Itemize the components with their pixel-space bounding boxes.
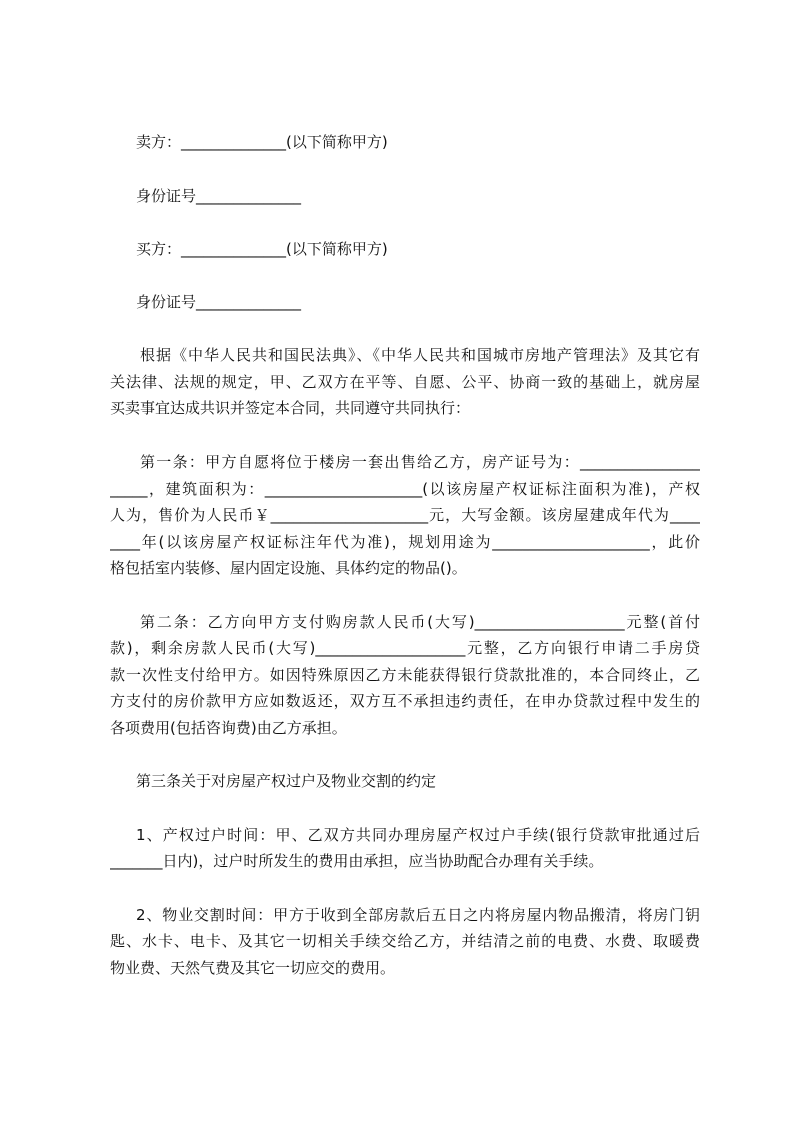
article1-line-3: 人为，售价为人民币￥_____________________元，大写金额。该房屋建成年代为____ xyxy=(110,506,700,524)
article2-line-3: 款一次性支付给甲方。如因特殊原因乙方未能获得银行贷款批准的，本合同终止，乙 xyxy=(110,666,700,684)
clause1-line-1: 1、产权过户时间：甲、乙双方共同办理房屋产权过户手续(银行贷款审批通过后 xyxy=(136,826,700,844)
buyer-line: 买方：______________(以下简称甲方) xyxy=(136,240,388,258)
seller-id-line: 身份证号______________ xyxy=(136,187,302,205)
article1-line-4: ____年(以该房屋产权证标注年代为准)，规划用途为_____________________，此价 xyxy=(110,533,700,551)
preamble-line-3: 买卖事宜达成共识并签定本合同，共同遵守共同执行： xyxy=(110,399,471,417)
clause2-line-2: 匙、水卡、电卡、及其它一切相关手续交给乙方，并结清之前的电费、水费、取暖费 xyxy=(110,932,700,950)
article3-title: 第三条关于对房屋产权过户及物业交割的约定 xyxy=(136,772,437,790)
article2-line-1: 第二条：乙方向甲方支付购房款人民币(大写)____________________元整(首付 xyxy=(140,613,700,631)
article1-line-2: _____，建筑面积为：_____________________(以该房屋产权证标注面积为准)，产权 xyxy=(110,480,700,498)
article1-line-5: 格包括室内装修、屋内固定设施、具体约定的物品()。 xyxy=(110,559,467,577)
clause1-line-2: _______日内)，过户时所发生的费用由承担，应当协助配合办理有关手续。 xyxy=(110,852,604,870)
seller-line: 卖方：______________(以下简称甲方) xyxy=(136,133,388,151)
article2-line-2: 款)，剩余房款人民币(大写)____________________元整，乙方向银行申请二手房贷 xyxy=(110,639,700,657)
article2-line-4: 方支付的房价款甲方应如数返还，双方互不承担违约责任，在申办贷款过程中发生的 xyxy=(110,692,700,710)
article2-line-5: 各项费用(包括咨询费)由乙方承担。 xyxy=(110,719,347,737)
clause2-line-3: 物业费、天然气费及其它一切应交的费用。 xyxy=(110,959,396,977)
clause2-line-1: 2、物业交割时间：甲方于收到全部房款后五日之内将房屋内物品搬清，将房门钥 xyxy=(136,906,700,924)
preamble-line-2: 关法律、法规的规定，甲、乙双方在平等、自愿、公平、协商一致的基础上，就房屋 xyxy=(110,373,700,391)
buyer-id-line: 身份证号______________ xyxy=(136,293,302,311)
article1-line-1: 第一条：甲方自愿将位于楼房一套出售给乙方，房产证号为：________________ xyxy=(140,453,700,471)
preamble-line-1: 根据《中华人民共和国民法典》、《中华人民共和国城市房地产管理法》及其它有 xyxy=(140,346,700,364)
